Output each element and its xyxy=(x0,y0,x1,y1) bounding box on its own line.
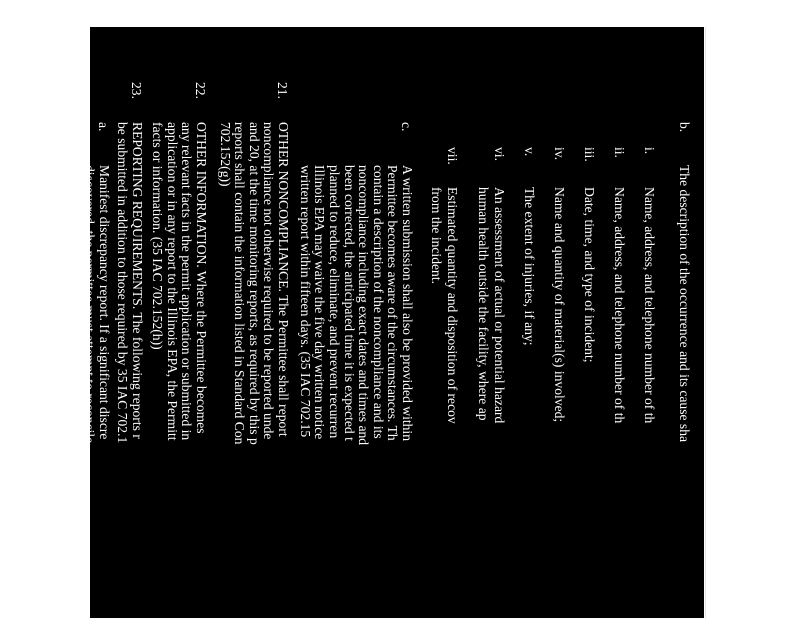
item-c-text xyxy=(297,165,414,625)
text-line: written report within fifteen days. (35 IAC 702.15 xyxy=(297,165,313,438)
item-23a-marker: a. xyxy=(96,122,111,132)
text-line: generator or transporter. If the discrepancy is not r xyxy=(67,165,83,438)
item-b-v-marker: v. xyxy=(522,147,537,157)
item-c-marker: c. xyxy=(399,122,414,132)
text-line: and 20, at the time monitoring reports, as required by this p xyxy=(246,122,262,445)
item-b-v-text: The extent of injuries, if any; xyxy=(522,187,537,346)
item-b-vii-text xyxy=(428,187,460,627)
page-edge-line xyxy=(705,27,706,618)
section-22-number: 22. xyxy=(193,82,208,99)
text-line: Manifest discrepancy report. If a significant discre xyxy=(97,165,112,440)
item-b-i-marker: i. xyxy=(642,147,657,155)
text-line: human health outside the facility, where ap xyxy=(476,187,492,421)
text-line: application or in any report to the Illinois EPA, the Permitt xyxy=(164,122,180,441)
item-b-i-text: Name, address, and telephone number of th xyxy=(642,187,657,424)
item-b-intro: The description of the occurrence and its cause sha xyxy=(677,165,692,443)
text-line: reports shall contain the information listed in Standard Con xyxy=(232,122,248,445)
text-line: noncompliance not otherwise required to be reported unde xyxy=(261,122,277,440)
section-22-text xyxy=(150,122,208,627)
item-b-vi-marker: vi. xyxy=(492,147,507,161)
section-23-text xyxy=(115,122,144,627)
item-b-vi-text xyxy=(475,187,507,627)
text-line: REPORTING REQUIREMENTS. The following reports r xyxy=(130,122,145,439)
text-line: Permittee becomes aware of the circumstances. Th xyxy=(385,165,401,441)
text-line: A written submission shall also be provided within xyxy=(400,165,415,442)
item-b-iv-marker: iv. xyxy=(552,147,567,161)
section-21-text xyxy=(217,122,290,627)
text-line: noncompliance including exact dates and times and xyxy=(356,165,372,446)
item-b-ii-text: Name, address, and telephone number of th xyxy=(612,187,627,424)
text-line: 702.152(g)) xyxy=(217,122,233,187)
scanned-page xyxy=(53,27,704,618)
text-line: An assessment of actual or potential hazard xyxy=(492,187,507,424)
rotated-page-content xyxy=(53,27,704,618)
text-line: OTHER NONCOMPLIANCE. The Permittee shall report xyxy=(276,122,291,437)
text-line: any relevant facts in the permit application or submitted in xyxy=(179,122,195,441)
item-23a-text xyxy=(53,165,111,625)
text-line: OTHER INFORMATION. Where the Permittee becomes xyxy=(194,122,209,434)
item-b-iv-text: Name and quantity of material(s) involved; xyxy=(552,187,567,423)
text-line: Estimated quantity and disposition of recov xyxy=(445,187,460,424)
text-line: been corrected, the anticipated time it is expected t xyxy=(341,165,357,441)
text-line: be submitted in addition to those required by 35 IAC 702.1 xyxy=(115,122,131,444)
text-line: contain a description of the noncompliance and its xyxy=(370,165,386,439)
item-b-iii-marker: iii. xyxy=(582,147,597,162)
item-b-marker: b. xyxy=(677,122,692,133)
section-23-number: 23. xyxy=(129,82,144,99)
text-line: planned to reduce, eliminate, and prevent recurren xyxy=(327,165,343,439)
item-b-ii-marker: ii. xyxy=(612,147,627,158)
section-21-number: 21. xyxy=(275,82,290,99)
text-line: discovered, the permittee must attempt to reconcile xyxy=(82,165,98,444)
item-b-vii-marker: vii. xyxy=(445,147,460,165)
top-margin xyxy=(0,0,800,27)
item-b-iii-text: Date, time, and type of incident; xyxy=(582,187,597,363)
text-line: Illinois EPA may waive the five day written notice xyxy=(312,165,328,440)
text-line: receiving the waste, the permittee must immediatel xyxy=(53,165,69,443)
text-line: from the incident. xyxy=(429,187,445,285)
text-line: facts or information. (35 IAC 702.152(h)) xyxy=(150,122,166,350)
